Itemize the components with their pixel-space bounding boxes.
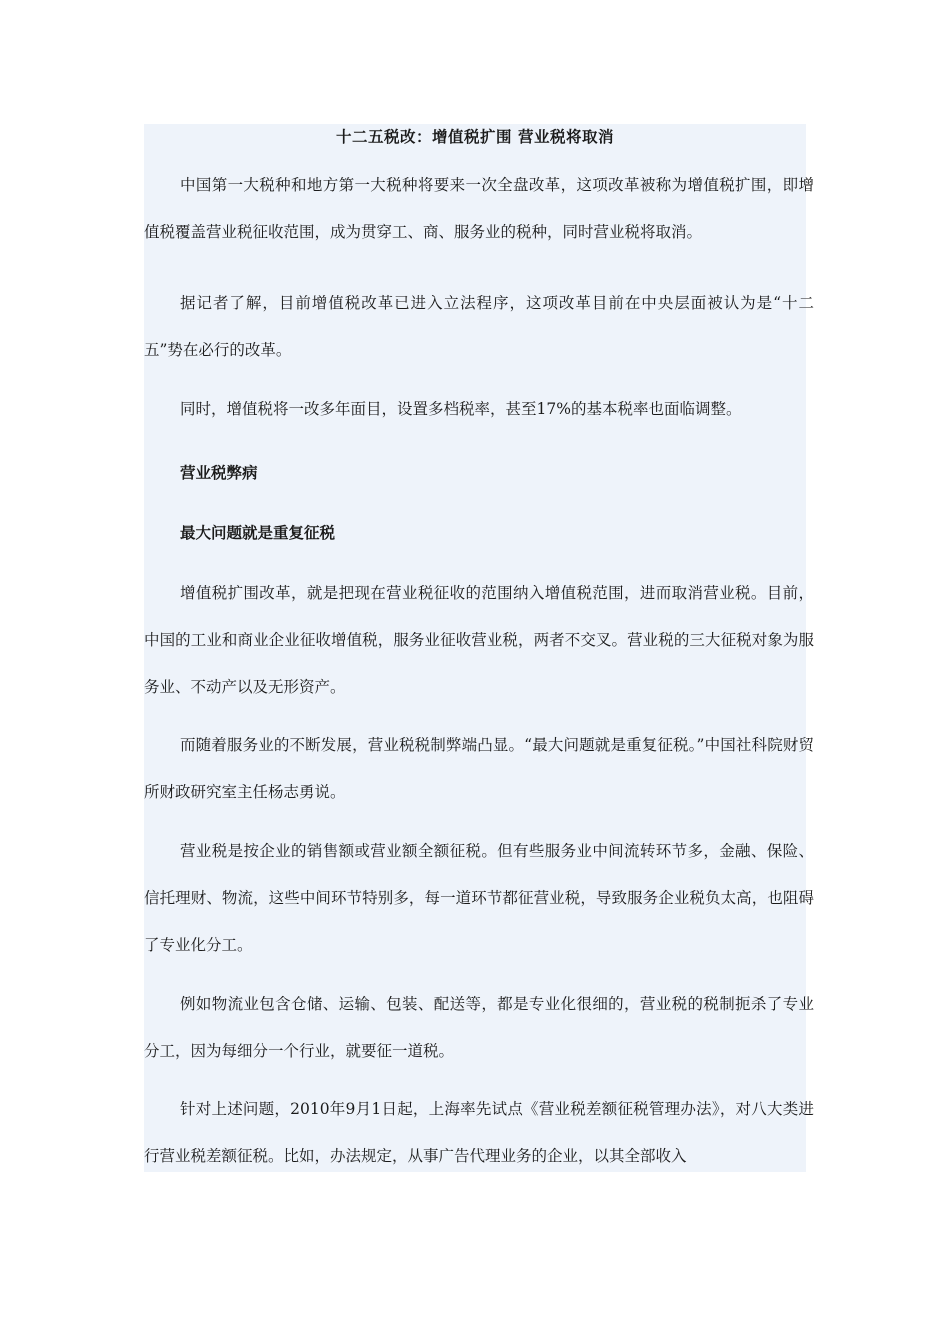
paragraph-full-amount: 营业税是按企业的销售额或营业额全额征税。但有些服务业中间流转环节多，金融、保险、信托理财、物流，这些中间环节特别多，每一道环节都征营业税，导致服务企业税负太高，也阻碍了专业化分工。: [144, 842, 814, 954]
paragraph-double-taxation: 而随着服务业的不断发展，营业税税制弊端凸显。“最大问题就是重复征税。”中国社科院财贸所财政研究室主任杨志勇说。: [144, 736, 814, 801]
section-heading: 营业税弊病: [180, 463, 258, 482]
section-subheading: 最大问题就是重复征税: [180, 523, 336, 542]
paragraph-legislation: 据记者了解，目前增值税改革已进入立法程序，这项改革目前在中央层面被认为是“十二五”势在必行的改革。: [144, 294, 814, 359]
paragraph-shanghai-pilot: 针对上述问题，2010年9月1日起，上海率先试点《营业税差额征税管理办法》，对八大类进行营业税差额征税。比如，办法规定，从事广告代理业务的企业，以其全部收入: [144, 1100, 814, 1165]
paragraph-expansion: 增值税扩围改革，就是把现在营业税征收的范围纳入增值税范围，进而取消营业税。目前，中国的工业和商业企业征收增值税，服务业征收营业税，两者不交叉。营业税的三大征税对象为服务业、不动产以及无形资产。: [144, 584, 814, 696]
paragraph-tax-rate: 同时，增值税将一改多年面目，设置多档税率，甚至17%的基本税率也面临调整。: [180, 400, 742, 418]
article-title: 十二五税改：增值税扩围 营业税将取消: [336, 127, 614, 146]
paragraph-logistics: 例如物流业包含仓储、运输、包装、配送等，都是专业化很细的，营业税的税制扼杀了专业分工，因为每细分一个行业，就要征一道税。: [144, 995, 814, 1060]
paragraph-intro: 中国第一大税种和地方第一大税种将要来一次全盘改革，这项改革被称为增值税扩围，即增值税覆盖营业税征收范围，成为贯穿工、商、服务业的税种，同时营业税将取消。: [144, 176, 814, 241]
